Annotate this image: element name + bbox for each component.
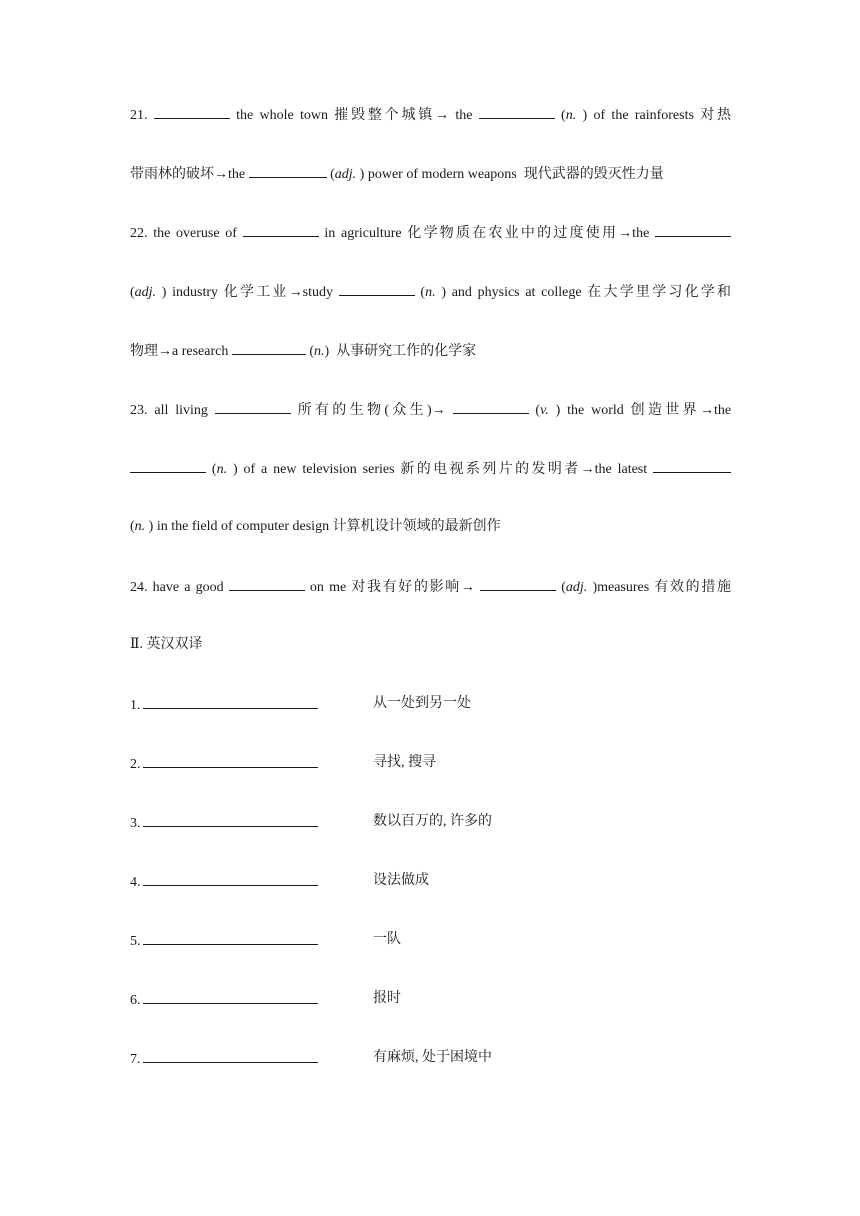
section-title: Ⅱ. 英汉双译: [130, 637, 203, 652]
q22-line-2: (adj. ) industry 化学工业→study (n. ) and physics at college 在大学里学习化学和: [130, 280, 731, 302]
translation-meaning: 寻找, 搜寻: [373, 755, 436, 770]
translation-number: 6.: [130, 988, 318, 1010]
translation-blank[interactable]: [143, 929, 318, 945]
translation-number: 4.: [130, 870, 318, 892]
q21-blank-2[interactable]: [479, 103, 555, 119]
q21-line-1: 21. the whole town 摧毁整个城镇→ the (n. ) of the rainforests 对热: [130, 103, 731, 125]
translation-meaning: 数以百万的, 许多的: [373, 814, 492, 829]
q21-blank-3[interactable]: [249, 162, 327, 178]
translation-number: 1.: [130, 693, 318, 715]
q23-blank-1[interactable]: [215, 398, 291, 414]
q23-line-3: (n. ) in the field of computer design 计算机设计领域的最新创作: [130, 519, 501, 534]
translation-number: 5.: [130, 929, 318, 951]
translation-meaning: 从一处到另一处: [373, 696, 471, 711]
q23-line-1: 23. all living 所有的生物(众生)→ (v. ) the world 创造世界→the: [130, 398, 731, 420]
translation-meaning: 报时: [373, 991, 401, 1006]
translation-blank[interactable]: [143, 870, 318, 886]
q22-blank-2[interactable]: [655, 221, 731, 237]
q23-blank-3[interactable]: [130, 457, 206, 473]
translation-meaning: 设法做成: [373, 873, 429, 888]
q21-line-2: 带雨林的破坏→the (adj. ) power of modern weapons 现代武器的毁灭性力量: [130, 162, 731, 184]
translation-blank[interactable]: [143, 811, 318, 827]
translation-meaning: 一队: [373, 932, 401, 947]
translation-number: 3.: [130, 811, 318, 833]
q22-line-3: 物理→a research (n.) 从事研究工作的化学家: [130, 339, 731, 361]
translation-blank[interactable]: [143, 1047, 318, 1063]
q24-line-1: 24. have a good on me 对我有好的影响→ (adj. )measures 有效的措施: [130, 575, 731, 597]
translation-blank[interactable]: [143, 693, 318, 709]
q24-blank-2[interactable]: [480, 575, 556, 591]
q23-line-2: (n. ) of a new television series 新的电视系列片的发明者→the latest: [130, 457, 731, 479]
translation-blank[interactable]: [143, 988, 318, 1004]
q23-blank-4[interactable]: [653, 457, 731, 473]
q22-line-1: 22. the overuse of in agriculture 化学物质在农业中的过度使用→the: [130, 221, 731, 243]
q23-blank-2[interactable]: [453, 398, 529, 414]
q22-blank-4[interactable]: [232, 339, 306, 355]
q22-blank-1[interactable]: [243, 221, 319, 237]
q24-blank-1[interactable]: [229, 575, 305, 591]
translation-number: 7.: [130, 1047, 318, 1069]
q21-blank-1[interactable]: [154, 103, 230, 119]
translation-number: 2.: [130, 752, 318, 774]
q22-blank-3[interactable]: [339, 280, 415, 296]
translation-meaning: 有麻烦, 处于困境中: [373, 1050, 492, 1065]
translation-blank[interactable]: [143, 752, 318, 768]
